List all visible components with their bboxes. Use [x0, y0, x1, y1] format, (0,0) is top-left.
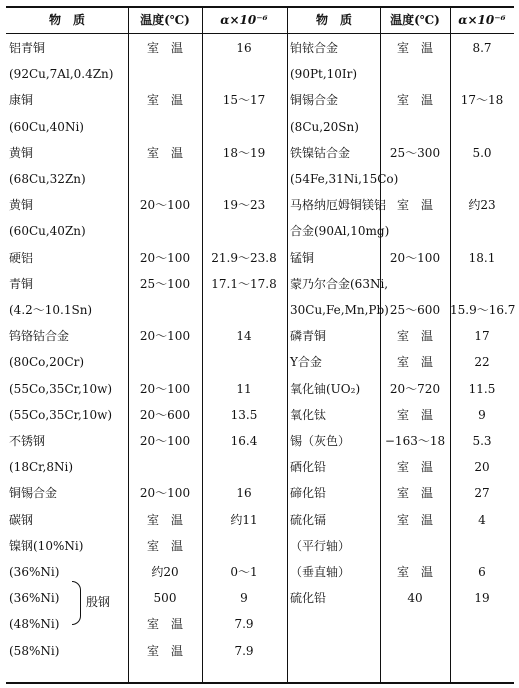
table-cell — [380, 114, 450, 140]
table-cell: 马格纳厄姆铜镁铝 — [290, 198, 387, 213]
header-cell: α×10⁻⁶ — [458, 13, 506, 27]
table-cell: 室 温 — [146, 145, 183, 160]
table-cell: 锡（灰色） — [290, 434, 351, 448]
table-header — [6, 8, 514, 34]
table-cell — [450, 61, 514, 87]
table-cell: 16.4 — [230, 434, 258, 448]
table-cell: 室 温 — [146, 41, 183, 55]
table-cell: (55Co,35Cr,10w) — [9, 381, 113, 396]
table-cell: (58%Ni) — [9, 643, 60, 658]
table-cell: 18.1 — [468, 250, 496, 265]
table-cell — [202, 218, 286, 244]
table-cell: (92Cu,7Al,0.4Zn) — [9, 67, 114, 82]
table-cell: 25～300 — [389, 145, 441, 160]
table-cell: 铂铱合金 — [290, 41, 339, 55]
table-cell: 11.5 — [468, 381, 496, 396]
table-cell: 25～100 — [139, 276, 191, 291]
table-cell: (4.2～10.1Sn) — [9, 303, 93, 317]
table-cell — [128, 166, 202, 192]
table-cell: 黄铜 — [9, 198, 34, 213]
table-cell: 5.3 — [472, 434, 492, 448]
table-cell: 7.9 — [234, 643, 254, 658]
table-cell: 20 — [474, 460, 490, 475]
table-cell: 22 — [474, 355, 490, 370]
table-cell: 20～100 — [139, 250, 191, 265]
table-cell: (80Co,20Cr) — [9, 355, 85, 370]
header-cell: 物 质 — [48, 13, 85, 27]
table-cell: 锰铜 — [290, 250, 315, 265]
table-cell: 14 — [236, 329, 252, 344]
table-cell: 钨铬钴合金 — [9, 329, 70, 344]
table-cell — [380, 638, 450, 664]
header-cell: 温度(℃) — [390, 13, 440, 27]
table-cell: 室 温 — [146, 93, 183, 108]
table-cell — [450, 533, 514, 559]
table-cell: 室 温 — [396, 486, 433, 501]
table-cell: 室 温 — [146, 538, 183, 553]
table-cell: 室 温 — [396, 198, 433, 213]
table-cell: 合金(90Al,10mg) — [290, 224, 390, 239]
table-cell: 0～1 — [230, 565, 258, 579]
table-cell: 镍钢(10%Ni) — [9, 538, 84, 553]
table-cell: 18～19 — [222, 145, 266, 160]
brace-label: 殷钢 — [86, 595, 111, 609]
table-cell: 室 温 — [396, 41, 433, 55]
table-cell: 40 — [407, 591, 423, 606]
table-cell: 20～600 — [139, 407, 191, 422]
table-cell: 15.9～16.7 — [450, 303, 516, 317]
table-cell: (48%Ni) — [9, 617, 60, 632]
table-cell: （垂直轴） — [290, 565, 351, 579]
table-cell — [450, 166, 514, 192]
table-cell: 室 温 — [396, 329, 433, 344]
table-cell — [450, 271, 514, 297]
table-cell: 500 — [153, 591, 177, 606]
table-cell: 铁镍钴合金 — [290, 145, 351, 160]
table-cell: 不锈钢 — [9, 434, 46, 448]
table-cell: 室 温 — [396, 93, 433, 108]
table-cell: (36%Ni) — [9, 591, 60, 606]
table-cell: 室 温 — [396, 512, 433, 527]
table-cell — [380, 218, 450, 244]
table-cell — [450, 114, 514, 140]
table-cell: 5.0 — [472, 145, 492, 160]
table-cell: (90Pt,10Ir) — [290, 67, 358, 82]
table-cell: 室 温 — [396, 460, 433, 475]
table-cell: 19～23 — [222, 198, 266, 213]
table-cell: 碲化铅 — [290, 486, 327, 501]
table-cell — [450, 218, 514, 244]
table-cell: 康铜 — [9, 93, 34, 108]
table-cell: (60Cu,40Ni) — [9, 119, 84, 134]
table-cell: 室 温 — [146, 617, 183, 632]
table-cell — [128, 114, 202, 140]
table-cell — [290, 638, 380, 664]
table-cell — [450, 638, 514, 664]
table-cell: 15～17 — [222, 93, 266, 108]
table-cell: （平行轴） — [290, 538, 351, 553]
table-cell — [450, 611, 514, 637]
table-cell: 7.9 — [234, 617, 254, 632]
table-cell: 20～100 — [139, 198, 191, 213]
table-cell — [380, 61, 450, 87]
table-cell: (8Cu,20Sn) — [290, 119, 359, 134]
table-cell: 9 — [240, 591, 248, 606]
table-cell — [202, 454, 286, 480]
table-cell: 室 温 — [146, 512, 183, 527]
table-cell — [128, 297, 202, 323]
table-cell: 4 — [478, 512, 486, 527]
table-cell: 20～100 — [139, 486, 191, 501]
table-cell: (36%Ni) — [9, 565, 60, 579]
table-cell: 硫化铅 — [290, 591, 327, 606]
table-cell — [202, 349, 286, 375]
table-cell: 约20 — [151, 565, 179, 579]
table-cell: 19 — [474, 591, 490, 606]
table-cell: 27 — [474, 486, 490, 501]
expansion-coefficient-table — [6, 6, 514, 684]
table-cell: 磷青铜 — [290, 329, 327, 344]
table-cell: 17.1～17.8 — [211, 276, 277, 291]
table-cell: 铜锡合金 — [9, 486, 58, 501]
table-cell: 青铜 — [9, 276, 34, 291]
table-cell: 30Cu,Fe,Mn,Pb) — [290, 303, 389, 317]
table-cell — [380, 533, 450, 559]
table-cell — [380, 611, 450, 637]
table-cell: 铝青铜 — [9, 41, 46, 55]
table-cell — [380, 271, 450, 297]
table-cell — [202, 533, 286, 559]
table-cell: 16 — [236, 486, 252, 501]
table-cell: 13.5 — [230, 407, 258, 422]
table-cell: 6 — [478, 565, 486, 579]
table-cell: 25～600 — [389, 303, 441, 317]
table-cell: 11 — [236, 381, 252, 396]
table-cell: 室 温 — [396, 565, 433, 579]
table-cell: 室 温 — [396, 355, 433, 370]
table-cell — [202, 61, 286, 87]
table-cell: (55Co,35Cr,10w) — [9, 407, 113, 422]
table-cell: (60Cu,40Zn) — [9, 224, 86, 239]
table-cell: (54Fe,31Ni,15Co) — [290, 172, 399, 186]
table-cell: 9 — [478, 407, 486, 422]
table-cell — [128, 454, 202, 480]
table-cell — [128, 218, 202, 244]
table-cell: 碳钢 — [9, 512, 34, 527]
table-cell — [202, 114, 286, 140]
table-cell: 硬铝 — [9, 250, 34, 265]
table-cell: 21.9～23.8 — [211, 250, 277, 265]
table-cell: (18Cr,8Ni) — [9, 460, 74, 475]
table-cell: 氧化钛 — [290, 407, 327, 422]
table-cell: 硒化铅 — [290, 460, 327, 475]
table-cell: 20～100 — [139, 434, 191, 448]
brace-mark — [72, 581, 81, 625]
table-cell — [202, 166, 286, 192]
table-cell: 约23 — [468, 198, 496, 213]
table-cell: 20～100 — [389, 250, 441, 265]
table-cell: 氧化铀(UO₂) — [290, 381, 361, 396]
header-cell: α×10⁻⁶ — [220, 13, 268, 27]
column-divider — [287, 8, 288, 682]
table-cell: 蒙乃尔合金(63Ni, — [290, 276, 389, 291]
table-cell: (68Cu,32Zn) — [9, 172, 86, 186]
table-cell — [128, 349, 202, 375]
header-cell: 物 质 — [315, 13, 352, 27]
table-cell — [290, 611, 380, 637]
table-cell: 20～100 — [139, 329, 191, 344]
table-cell: 16 — [236, 41, 252, 55]
table-cell — [128, 61, 202, 87]
table-cell — [380, 166, 450, 192]
table-cell — [202, 297, 286, 323]
table-cell: 8.7 — [472, 41, 492, 55]
table-cell: 20～720 — [389, 381, 441, 396]
table-cell: 17～18 — [460, 93, 504, 108]
table-cell: 硫化镉 — [290, 512, 327, 527]
header-cell: 温度(℃) — [140, 13, 190, 27]
table-cell: 室 温 — [396, 407, 433, 422]
table-cell: 约11 — [230, 512, 258, 527]
table-cell: 铜锡合金 — [290, 93, 339, 108]
table-cell: 20～100 — [139, 381, 191, 396]
table-cell: 17 — [474, 329, 490, 344]
table-cell: Y合金 — [290, 355, 322, 370]
table-cell: 室 温 — [146, 643, 183, 658]
table-cell: 黄铜 — [9, 145, 34, 160]
table-cell: −163～18 — [384, 434, 446, 448]
